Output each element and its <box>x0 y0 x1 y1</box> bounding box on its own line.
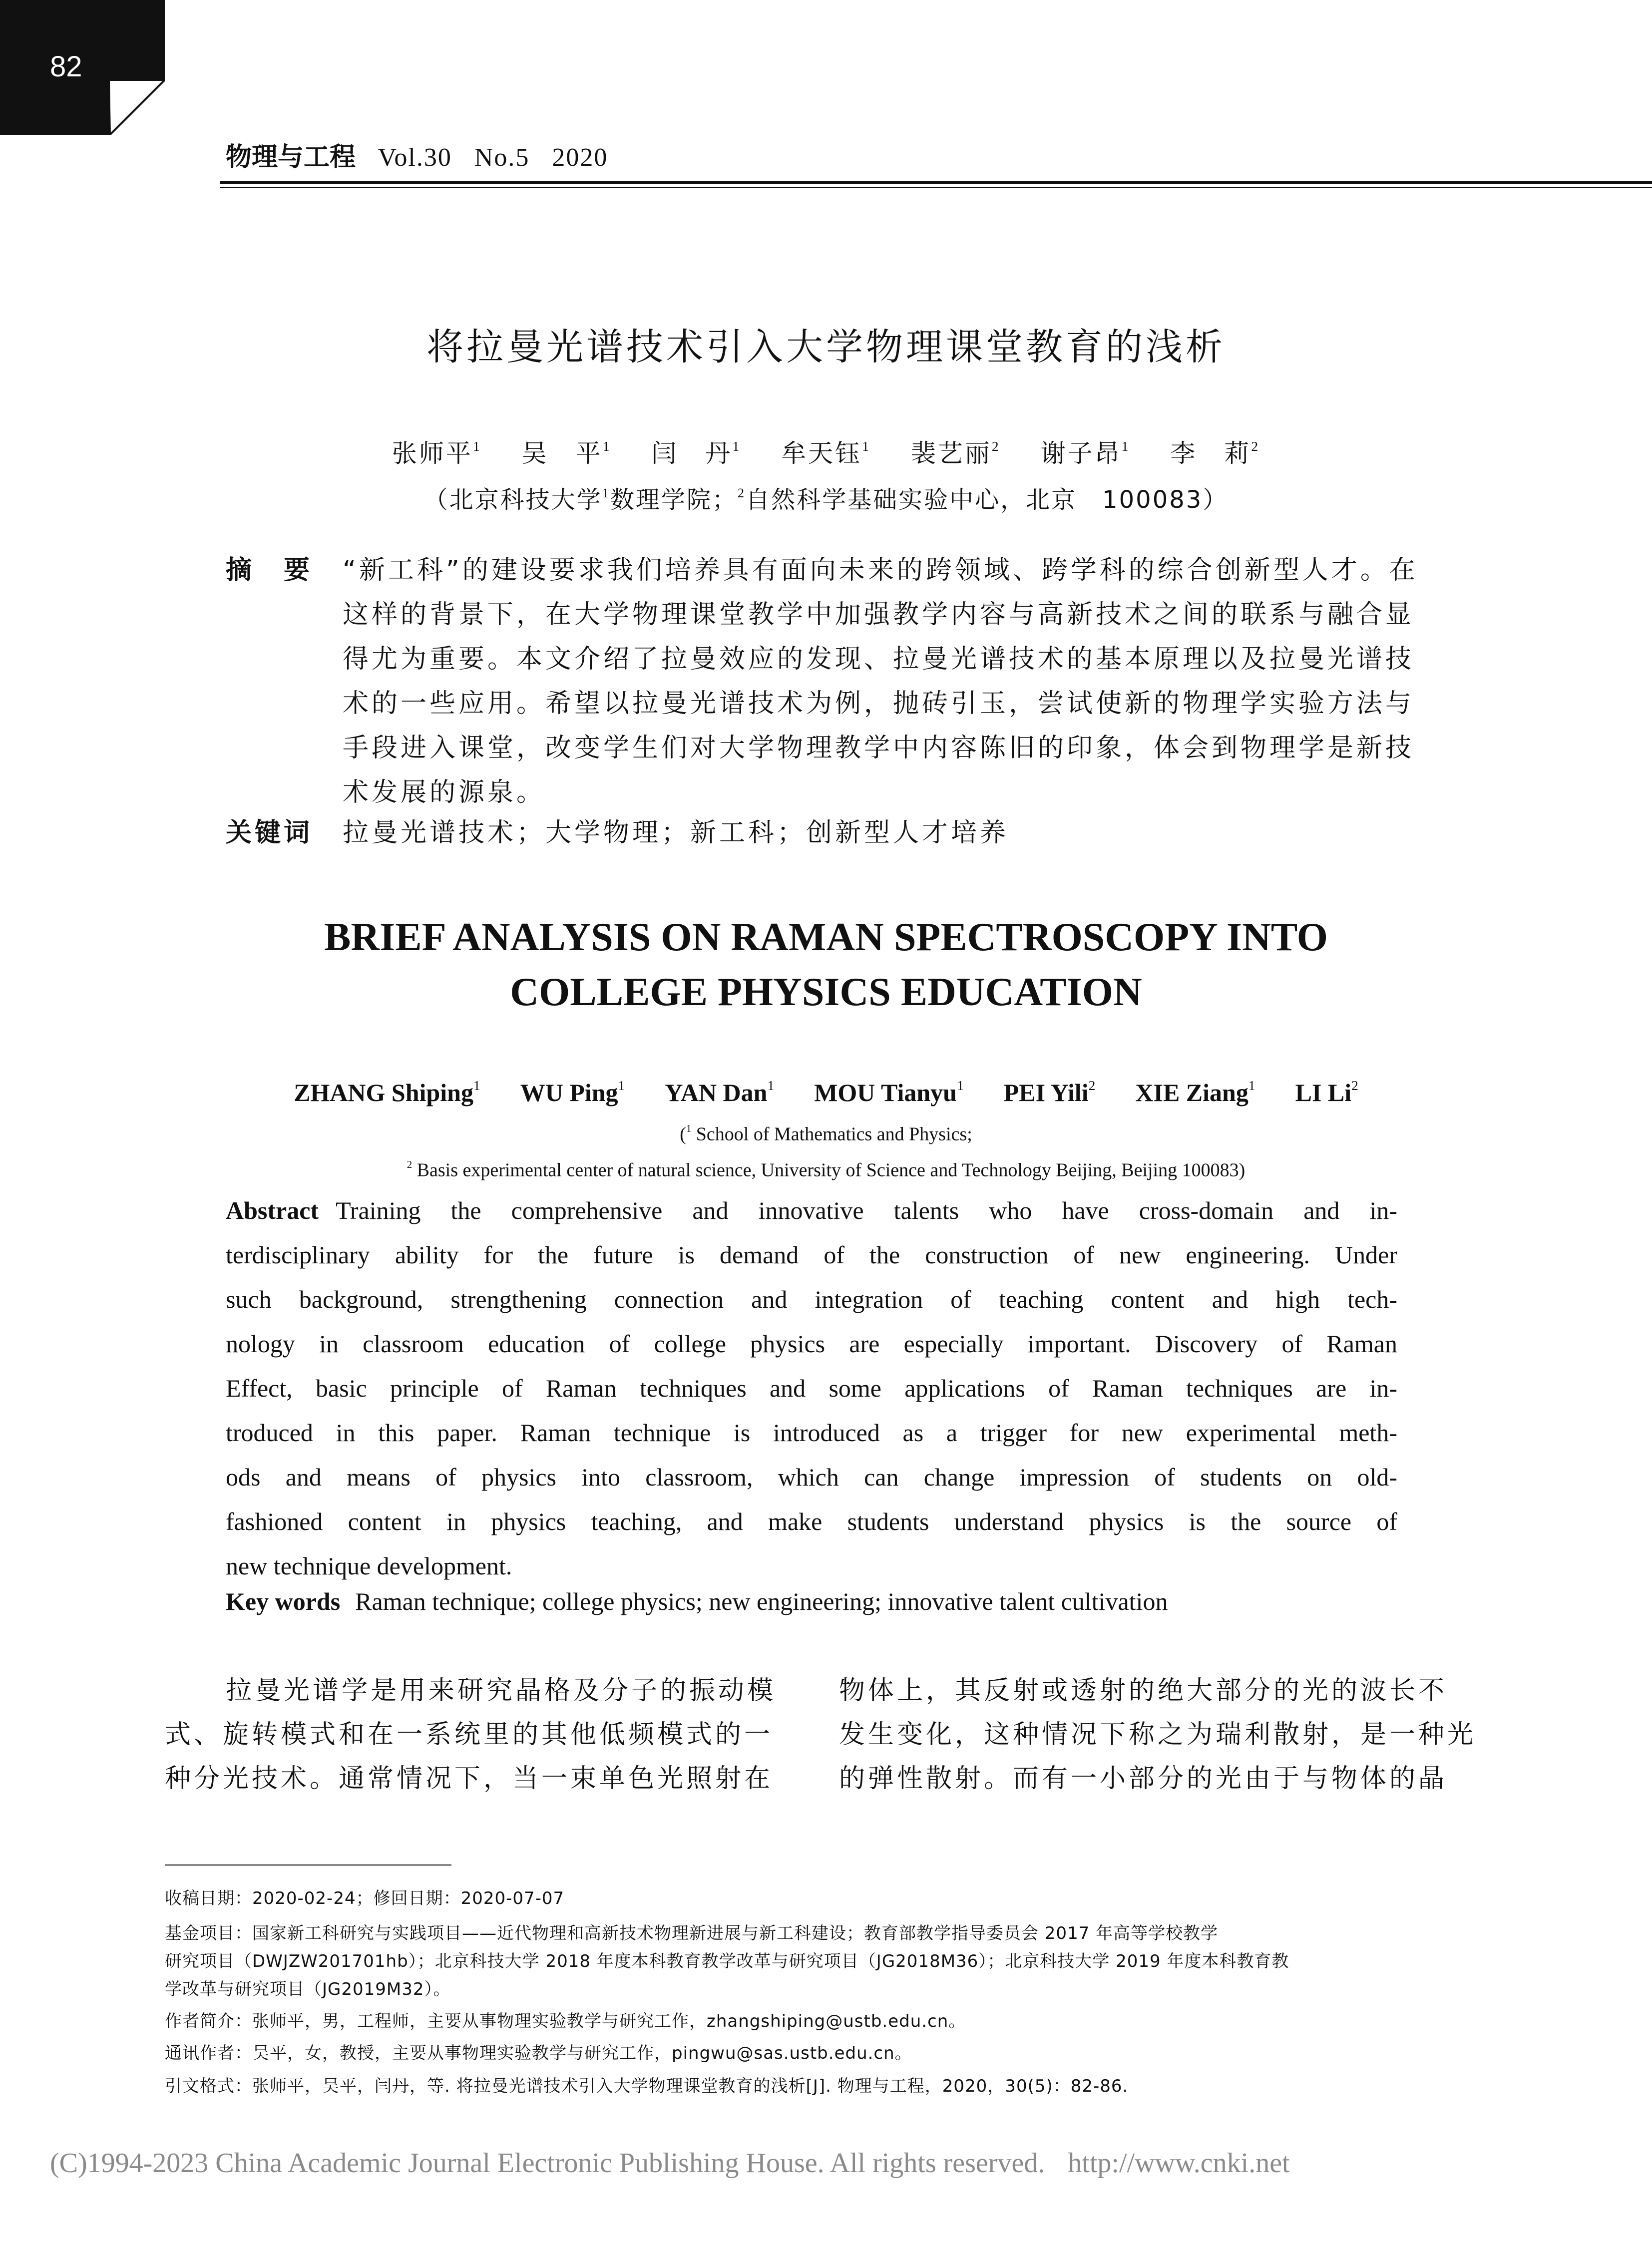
cnki-link[interactable]: http://www.cnki.net <box>1068 2148 1290 2179</box>
abstract-line: such background, strengthening connection and integration of teaching content and high tech- <box>226 1285 1397 1313</box>
copyright-watermark <box>50 2147 1290 2179</box>
body-line: 式、旋转模式和在一系统里的其他低频模式的一 <box>165 1720 774 1750</box>
footnote-rule <box>165 1865 451 1866</box>
author: 张师平$^1$ <box>392 438 482 468</box>
english-title: BRIEF ANALYSIS ON RAMAN SPECTROSCOPY INTO COLLEGE PHYSICS EDUCATION <box>324 915 1328 1014</box>
author: WU Ping$^1$ <box>520 1078 625 1107</box>
chinese-title: 将拉曼光谱技术引入大学物理课堂教育的浅析 <box>426 326 1226 369</box>
header-rule-thin <box>220 187 1652 188</box>
author: LI Li$^2$ <box>1295 1078 1358 1107</box>
author: 李 莉$^2$ <box>1170 438 1260 468</box>
page-number: 82 <box>50 50 82 83</box>
english-keywords <box>226 1587 1168 1616</box>
running-head <box>226 136 608 173</box>
author: XIE Ziang$^1$ <box>1135 1078 1255 1107</box>
abstract-line: Abstract Training the comprehensive and innovative talents who have cross-domain and in- <box>226 1196 1397 1224</box>
abstract-line: 术的一些应用。希望以拉曼光谱技术为例，抛砖引玉，尝试使新的物理学实验方法与 <box>343 689 1415 719</box>
abstract-line: nology in classroom education of college physics are especially important. Discovery of Raman <box>226 1330 1397 1358</box>
abstract-line: 得尤为重要。本文介绍了拉曼效应的发现、拉曼光谱技术的基本原理以及拉曼光谱技 <box>343 644 1415 674</box>
chinese-keywords: 拉曼光谱技术；大学物理；新工科；创新型人才培养 <box>343 818 1009 848</box>
journal-name: 物理与工程 <box>226 142 356 172</box>
author: 谢子昂$^1$ <box>1040 438 1131 468</box>
abstract-line: troduced in this paper. Raman technique is introduced as a trigger for new experimental meth- <box>226 1419 1397 1447</box>
abstract-line: fashioned content in physics teaching, and make students understand physics is the source of <box>226 1507 1397 1535</box>
chinese-authors <box>0 433 1652 469</box>
body-column-right <box>839 1669 1477 1801</box>
author: 闫 丹$^1$ <box>651 438 742 468</box>
abstract-line: terdisciplinary ability for the future is demand of the construction of new engineering. Under <box>226 1241 1397 1269</box>
author: PEI Yili$^2$ <box>1003 1078 1096 1107</box>
english-affiliation-line2: $^2$ Basis experimental center of natural science, University of Science and Technology Beijing, Beijing 100083) <box>407 1158 1245 1181</box>
english-keywords-label: Key words <box>226 1587 341 1615</box>
footnote-funding: 基金项目：国家新工科研究与实践项目——近代物理和高新技术物理新进展与新工科建设；教育部教学指导委员会 2017 年高等学校教学 研究项目（DWJZW201701hb）；北京科技大学 2018 年度本科教育教学改革与研究项目（JG2018M36）；北京科技大学 2019 年度本科教育教 学改革与研究项目（JG2019M32）。 <box>165 1923 1289 1999</box>
chinese-abstract <box>343 548 1418 815</box>
footnote-citation: 引文格式：张师平，吴平，闫丹，等. 将拉曼光谱技术引入大学物理课堂教育的浅析[J]. 物理与工程，2020，30(5)：82-86. <box>165 2076 1129 2096</box>
body-line: 发生变化，这种情况下称之为瑞利散射，是一种光 <box>839 1720 1477 1750</box>
author: 裴艺丽$^2$ <box>910 438 1001 468</box>
footnote-author-bio: 作者简介：张师平，男，工程师，主要从事物理实验教学与研究工作，zhangshiping@ustb.edu.cn。 <box>165 2011 966 2031</box>
author: 牟天钰$^1$ <box>781 438 871 468</box>
chinese-affiliation: （北京科技大学$^1$数理学院；$^2$自然科学基础实验中心，北京 100083） <box>423 485 1229 514</box>
english-abstract-label: Abstract <box>226 1196 319 1224</box>
abstract-line: 手段进入课堂，改变学生们对大学物理教学中内容陈旧的印象，体会到物理学是新技 <box>343 733 1415 763</box>
abstract-line: 术发展的源泉。 <box>343 777 546 807</box>
journal-volume: Vol.30 No.5 2020 <box>378 143 608 172</box>
body-line: 种分光技术。通常情况下，当一束单色光照射在 <box>165 1764 774 1794</box>
author: MOU Tianyu$^1$ <box>814 1078 964 1107</box>
body-line: 的弹性散射。而有一小部分的光由于与物体的晶 <box>839 1764 1448 1794</box>
abstract-line: “新工科”的建设要求我们培养具有面向未来的跨领域、跨学科的综合创新型人才。在 <box>343 555 1418 585</box>
footnote-received-date: 收稿日期：2020-02-24；修回日期：2020-07-07 <box>165 1888 565 1908</box>
abstract-line: new technique development. <box>226 1552 512 1580</box>
abstract-line: ods and means of physics into classroom, which can change impression of students on old- <box>226 1463 1397 1491</box>
english-abstract <box>226 1188 1397 1588</box>
author: YAN Dan$^1$ <box>665 1078 775 1107</box>
author: ZHANG Shiping$^1$ <box>294 1078 480 1107</box>
body-line: 拉曼光谱学是用来研究晶格及分子的振动模 <box>226 1676 777 1706</box>
header-rule-thick <box>220 181 1652 184</box>
author: 吴 平$^1$ <box>521 438 612 468</box>
english-authors <box>0 1078 1652 1107</box>
footnote-corresponding-author: 通讯作者：吴平，女，教授，主要从事物理实验教学与研究工作，pingwu@sas.ustb.edu.cn。 <box>165 2043 912 2063</box>
chinese-abstract-label: 摘 要 <box>226 555 313 585</box>
chinese-keywords-label: 关键词 <box>226 818 313 848</box>
body-line: 物体上，其反射或透射的绝大部分的光的波长不 <box>839 1676 1448 1706</box>
body-column-left <box>165 1669 784 1801</box>
english-affiliation-line1: ($^1$ School of Mathematics and Physics; <box>680 1122 972 1145</box>
copyright-text: (C)1994-2023 China Academic Journal Electronic Publishing House. All rights reserved. <box>50 2148 1045 2179</box>
abstract-line: 这样的背景下，在大学物理课堂教学中加强教学内容与高新技术之间的联系与融合显 <box>343 600 1415 630</box>
english-keywords-text: Raman technique; college physics; new engineering; innovative talent cultivation <box>355 1587 1168 1615</box>
abstract-line: Effect, basic principle of Raman techniques and some applications of Raman techniques are in- <box>226 1374 1397 1402</box>
